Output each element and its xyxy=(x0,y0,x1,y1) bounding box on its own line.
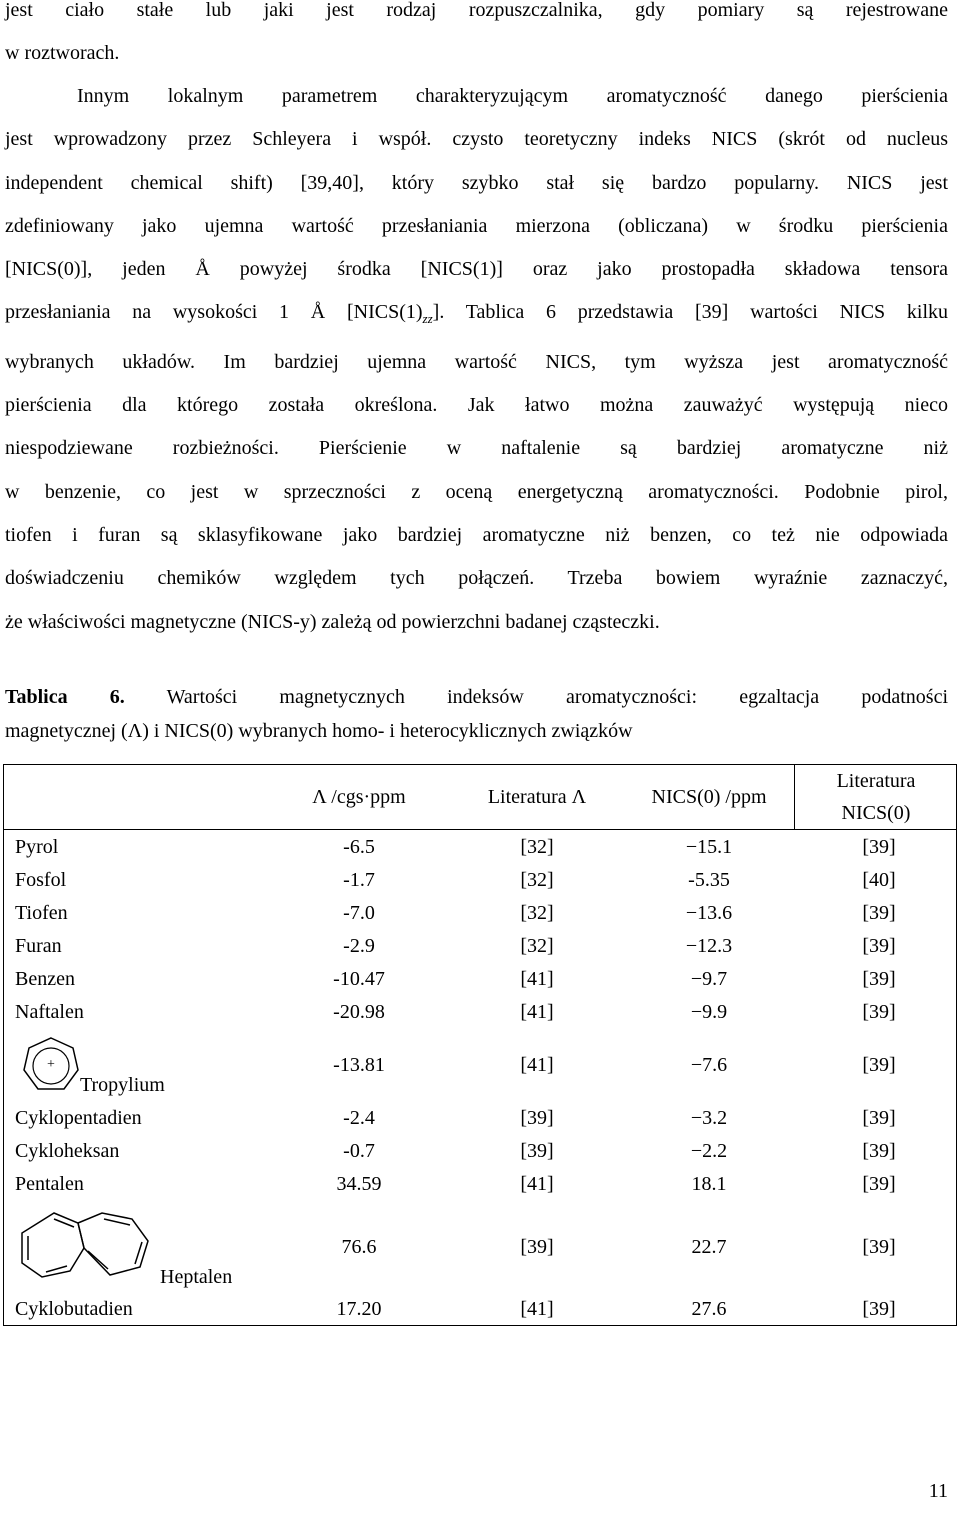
lambda-value: -20.98 xyxy=(333,1001,385,1023)
table-row xyxy=(4,1231,956,1264)
table-row xyxy=(4,831,956,864)
lambda-ref: [39] xyxy=(520,1107,554,1129)
nics-ref: [39] xyxy=(862,1298,896,1320)
text-line: zdefiniowany jako ujemna wartość przesłaniania mierzona (obliczana) w środku pierścienia xyxy=(5,214,948,237)
subscript-zz: zz xyxy=(422,311,433,327)
table-row xyxy=(4,1168,956,1201)
nics-value: −3.2 xyxy=(690,1107,728,1129)
nics-ref: [39] xyxy=(862,836,896,858)
lambda-ref: [32] xyxy=(520,902,554,924)
lambda-value: -2.9 xyxy=(343,935,375,957)
header-divider xyxy=(794,765,795,829)
nics-value: −15.1 xyxy=(685,836,733,858)
caption-text: magnetycznej (Λ) i NICS(0) wybranych homo- i heterocyklicznych związków xyxy=(5,720,633,742)
lambda-ref: [41] xyxy=(520,1001,554,1023)
nics-table xyxy=(3,764,957,1326)
header-lambda: Λ /cgs·ppm xyxy=(312,786,406,808)
table-row xyxy=(4,897,956,930)
compound-name: Cyklobutadien xyxy=(15,1298,133,1320)
table-row xyxy=(4,930,956,963)
table-row xyxy=(4,864,956,897)
text-line: Innym lokalnym parametrem charakteryzującym aromatyczność danego pierścienia xyxy=(77,85,948,107)
nics-ref: [40] xyxy=(862,869,896,891)
nics-ref: [39] xyxy=(862,935,896,957)
text-line: [NICS(0)], jeden Å powyżej środka [NICS(1)] oraz jako prostopadła składowa tensora xyxy=(5,258,948,281)
header-lit-lambda: Literatura Λ xyxy=(487,786,587,808)
lambda-value: -2.4 xyxy=(343,1107,375,1129)
nics-value: −7.6 xyxy=(690,1054,728,1076)
lambda-value: 34.59 xyxy=(336,1173,382,1195)
text-line: doświadczeniu chemików względem tych połączeń. Trzeba bowiem wyraźnie zaznaczyć, xyxy=(5,567,948,590)
paragraph-nics xyxy=(5,75,948,644)
caption-text: Wartości magnetycznych indeksów aromatyczności: egzaltacja podatności xyxy=(166,686,948,708)
lambda-value: -10.47 xyxy=(333,968,385,990)
text-fragment: ]. Tablica 6 przedstawia [39] wartości NICS kilku xyxy=(432,301,949,324)
nics-ref: [39] xyxy=(862,1001,896,1023)
text-fragment: przesłaniania na wysokości 1 Å [NICS(1) xyxy=(5,301,423,324)
table-row xyxy=(4,963,956,996)
lambda-ref: [32] xyxy=(520,935,554,957)
table-row xyxy=(4,1069,956,1102)
table-row xyxy=(4,1293,956,1326)
text-line: pierścienia dla którego została określona. Jak łatwo można zauważyć występują nieco xyxy=(5,394,948,417)
header-lit-nics-line1: Literatura xyxy=(836,770,916,792)
text-line xyxy=(5,291,948,340)
nics-value: -5.35 xyxy=(688,869,730,891)
table-row xyxy=(4,996,956,1029)
compound-name: Tiofen xyxy=(15,902,68,924)
nics-ref: [39] xyxy=(862,1140,896,1162)
caption-label: Tablica 6. xyxy=(5,686,125,708)
nics-ref: [39] xyxy=(862,1107,896,1129)
page-number: 11 xyxy=(928,1480,948,1502)
text-line: że właściwości magnetyczne (NICS-y) zależą od powierzchni badanej cząsteczki. xyxy=(5,610,660,633)
nics-value: 27.6 xyxy=(691,1298,727,1320)
paragraph-continuation xyxy=(5,0,948,76)
nics-ref: [39] xyxy=(862,968,896,990)
compound-name: Heptalen xyxy=(160,1266,233,1288)
compound-name: Furan xyxy=(15,935,62,957)
text-line: jest wprowadzony przez Schleyera i współ. czysto teoretyczny indeks NICS (skrót od nucleus xyxy=(5,128,948,151)
compound-name: Benzen xyxy=(15,968,75,990)
text-line: wybranych układów. Im bardziej ujemna wartość NICS, tym wyższa jest aromatyczność xyxy=(5,350,948,373)
lambda-value: 17.20 xyxy=(336,1298,382,1320)
header-lit-nics-line2: NICS(0) xyxy=(841,802,911,824)
table-row xyxy=(4,1102,956,1135)
nics-value: 22.7 xyxy=(691,1236,727,1258)
text-line: jest ciało stałe lub jaki jest rodzaj rozpuszczalnika, gdy pomiary są rejestrowane xyxy=(5,0,948,21)
compound-name: Cykloheksan xyxy=(15,1140,120,1162)
nics-ref: [39] xyxy=(862,1173,896,1195)
tropylium-charge: + xyxy=(47,1057,55,1072)
nics-value: −2.2 xyxy=(690,1140,728,1162)
lambda-ref: [32] xyxy=(520,869,554,891)
compound-name: Pentalen xyxy=(15,1173,84,1195)
lambda-value: -13.81 xyxy=(333,1054,385,1076)
lambda-ref: [41] xyxy=(520,1054,554,1076)
nics-ref: [39] xyxy=(862,1054,896,1076)
table-caption xyxy=(5,680,948,748)
lambda-ref: [32] xyxy=(520,836,554,858)
nics-value: −12.3 xyxy=(685,935,733,957)
table-row xyxy=(4,1261,956,1294)
compound-name: Naftalen xyxy=(15,1001,84,1023)
nics-value: −9.9 xyxy=(690,1001,728,1023)
text-line: independent chemical shift) [39,40], który szybko stał się bardzo popularny. NICS jest xyxy=(5,171,948,194)
lambda-value: -7.0 xyxy=(343,902,375,924)
compound-name: Tropylium xyxy=(80,1074,165,1096)
lambda-value: -6.5 xyxy=(343,836,375,858)
compound-name: Fosfol xyxy=(15,869,67,891)
lambda-ref: [39] xyxy=(520,1236,554,1258)
lambda-value: -0.7 xyxy=(343,1140,375,1162)
lambda-ref: [41] xyxy=(520,1173,554,1195)
nics-value: −13.6 xyxy=(685,902,733,924)
nics-ref: [39] xyxy=(862,1236,896,1258)
text-line: tiofen i furan są sklasyfikowane jako bardziej aromatyczne niż benzen, co też nie odpowiada xyxy=(5,523,948,546)
nics-value: −9.7 xyxy=(690,968,728,990)
compound-name: Pyrol xyxy=(15,836,59,858)
lambda-ref: [41] xyxy=(520,1298,554,1320)
text-line: niespodziewane rozbieżności. Pierścienie w naftalenie są bardziej aromatyczne niż xyxy=(5,437,948,460)
text-line: w benzenie, co jest w sprzeczności z oceną energetyczną aromatyczności. Podobnie pirol, xyxy=(5,480,948,503)
lambda-ref: [41] xyxy=(520,968,554,990)
lambda-value: 76.6 xyxy=(341,1236,377,1258)
table-row xyxy=(4,1135,956,1168)
text-line: w roztworach. xyxy=(5,42,120,65)
lambda-value: -1.7 xyxy=(343,869,375,891)
compound-name: Cyklopentadien xyxy=(15,1107,142,1129)
lambda-ref: [39] xyxy=(520,1140,554,1162)
header-lit-nics xyxy=(796,765,956,829)
nics-ref: [39] xyxy=(862,902,896,924)
header-nics: NICS(0) /ppm xyxy=(651,786,767,808)
table-header xyxy=(4,765,956,830)
nics-value: 18.1 xyxy=(691,1173,727,1195)
